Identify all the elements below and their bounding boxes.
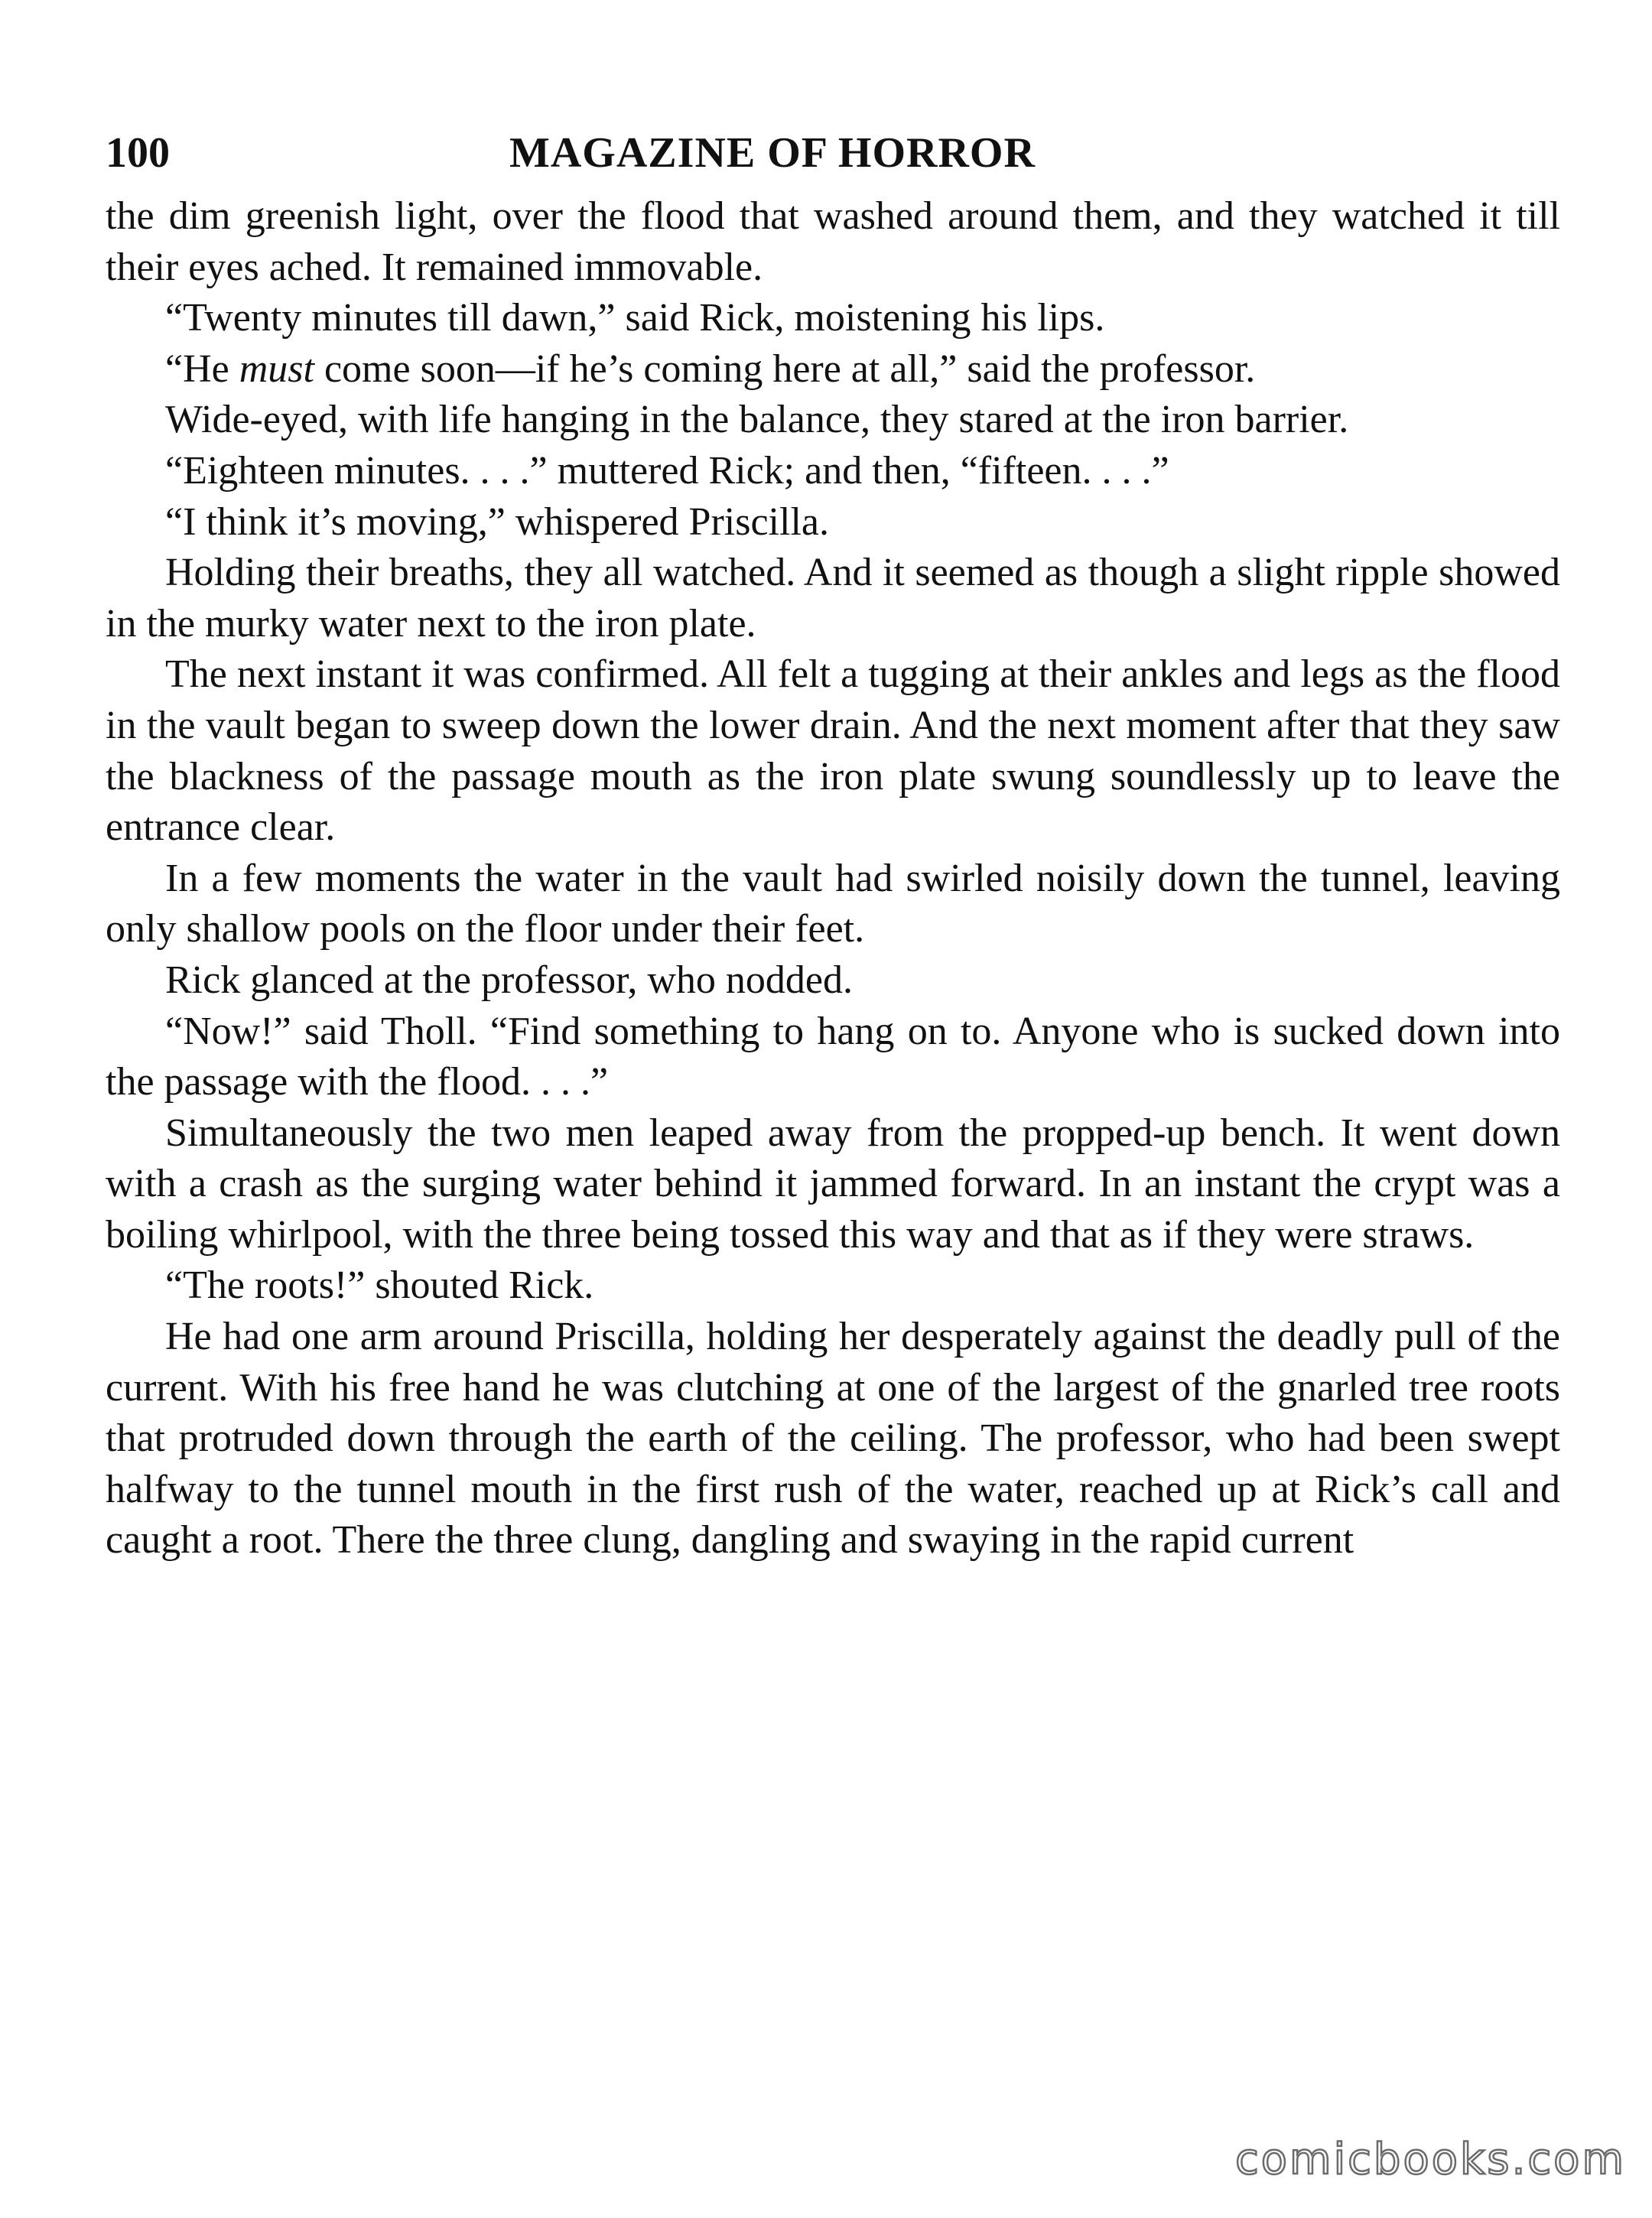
paragraph: “Twenty minutes till dawn,” said Rick, moistening his lips.: [165, 296, 1105, 340]
paragraph: The next instant it was confirmed. All felt a tugging at their ankles and legs as the flood in the vault began to sweep down the lower drain. And the next moment after that they saw the blackness of the passage mouth as the iron plate swung soundlessly up to leave the entrance clear.: [106, 652, 1560, 850]
paragraph: He had one arm around Priscilla, holding her desperately against the deadly pull of the current. With his free hand he was clutching at one of the largest of the gnarled tree roots that protruded down through the earth of the ceiling. The professor, who had been swept halfway to the tunnel mouth in the first rush of the water, reached up at Rick’s call and caught a root. There the three clung, dangling and swaying in the rapid current: [106, 1315, 1560, 1563]
running-head: [106, 115, 1560, 191]
emphasis: must: [239, 346, 314, 391]
story-text: [106, 191, 1560, 1566]
paragraph: “I think it’s moving,” whispered Priscilla.: [165, 499, 829, 544]
paragraph: Simultaneously the two men leaped away from the propped-up bench. It went down with a crash as the surging water behind it jammed forward. In an instant the crypt was a boiling whirlpool, with the three being tossed this way and that as if they were straws.: [106, 1111, 1560, 1257]
paragraph: Rick glanced at the professor, who nodded.: [165, 958, 854, 1002]
paragraph: In a few moments the water in the vault had swirled noisily down the tunnel, leaving only shallow pools on the floor under their feet.: [106, 856, 1560, 951]
paragraph: “He must come soon—if he’s coming here at all,” said the professor.: [165, 346, 1256, 391]
site-watermark: comicbooks.com: [1234, 2135, 1626, 2184]
paragraph: “Now!” said Tholl. “Find something to hang on to. Anyone who is sucked down into the passage with the flood. . . .”: [106, 1009, 1560, 1104]
paragraph: “The roots!” shouted Rick.: [165, 1263, 594, 1308]
paragraph: Wide-eyed, with life hanging in the balance, they stared at the iron barrier.: [165, 398, 1349, 442]
book-page: [106, 115, 1560, 1566]
magazine-title: MAGAZINE OF HORROR: [509, 129, 1036, 177]
paragraph: the dim greenish light, over the flood that washed around them, and they watched it till their eyes ached. It remained immovable.: [106, 194, 1560, 289]
page-number: 100: [106, 129, 170, 177]
paragraph: Holding their breaths, they all watched. And it seemed as though a slight ripple showed in the murky water next to the iron plate.: [106, 551, 1560, 646]
paragraph: “Eighteen minutes. . . .” muttered Rick; and then, “fifteen. . . .”: [165, 448, 1169, 493]
